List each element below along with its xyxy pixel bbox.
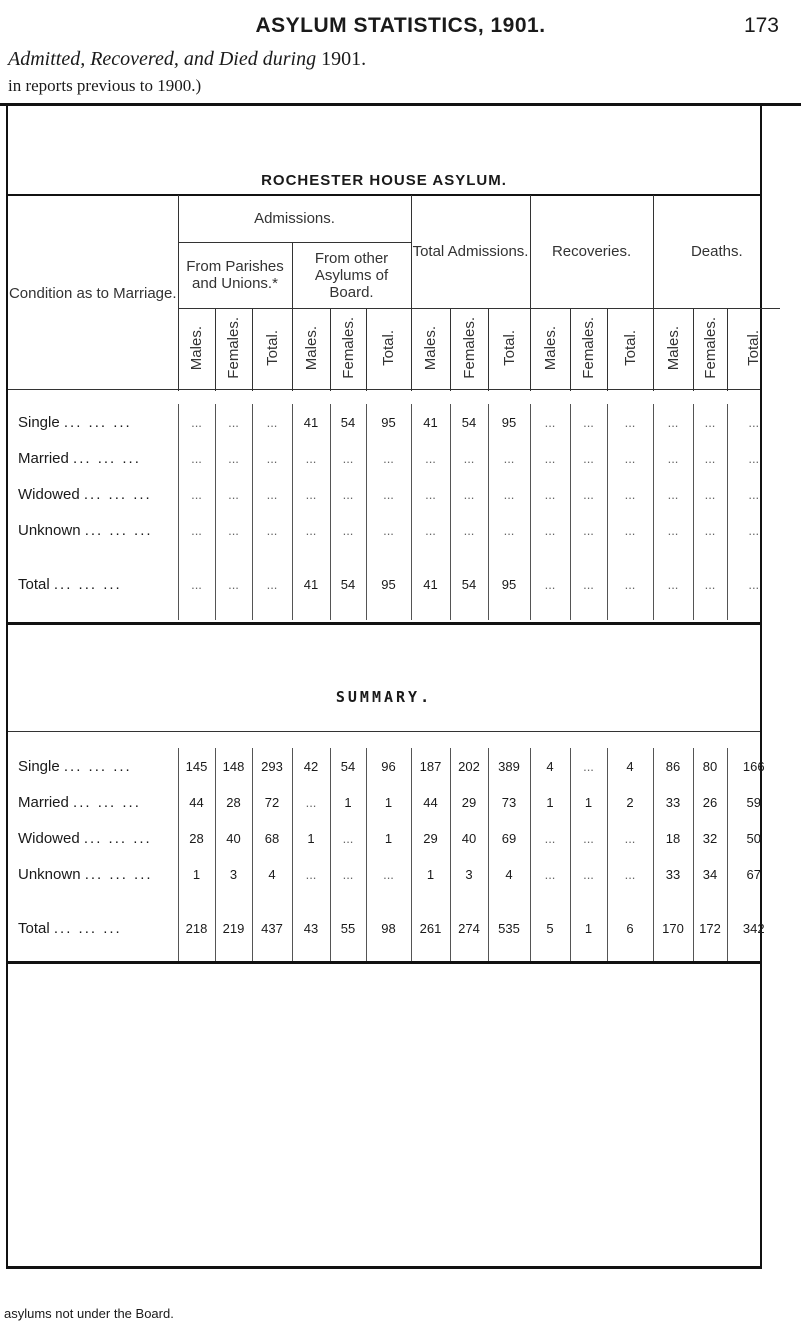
table-cell: ... <box>178 512 215 548</box>
table-cell: 219 <box>215 892 252 964</box>
header-recoveries: Recoveries. <box>530 195 653 308</box>
table-cell: 166 <box>727 748 780 784</box>
table-cell: 1 <box>178 856 215 892</box>
table-cell: ... <box>530 548 570 620</box>
row-label-text: Total <box>18 919 50 937</box>
table-cell: 2 <box>607 784 653 820</box>
table-cell: 98 <box>366 892 411 964</box>
page-number: 173 <box>743 14 779 37</box>
table-cell: ... <box>693 476 727 512</box>
leader-dots: ... ... ... <box>63 757 132 775</box>
header-admissions: Admissions. <box>178 195 411 242</box>
row-label <box>8 892 178 964</box>
table-cell: 3 <box>215 856 252 892</box>
header-males: Males. <box>422 325 440 370</box>
leader-dots: ... ... ... <box>73 449 141 467</box>
table-cell: 54 <box>330 748 366 784</box>
table-cell: 42 <box>292 748 330 784</box>
header-females: Females. <box>460 316 478 379</box>
table-cell: 44 <box>178 784 215 820</box>
row-label <box>8 548 178 620</box>
table-cell: ... <box>693 404 727 440</box>
table-cell: ... <box>607 404 653 440</box>
table-row <box>8 856 780 892</box>
table-cell: ... <box>530 440 570 476</box>
table-cell: ... <box>607 476 653 512</box>
table-cell: ... <box>607 856 653 892</box>
table-cell: 86 <box>653 748 693 784</box>
table-cell: 1 <box>366 820 411 856</box>
table-cell: ... <box>292 856 330 892</box>
table-cell: ... <box>215 512 252 548</box>
table-cell: 1 <box>292 820 330 856</box>
table-cell: ... <box>411 512 450 548</box>
table-cell: 18 <box>653 820 693 856</box>
row-label-text: Unknown <box>18 865 81 883</box>
rule-above-summary <box>8 731 760 732</box>
table-cell: ... <box>215 476 252 512</box>
row-label-text: Widowed <box>18 829 80 847</box>
table-cell: 187 <box>411 748 450 784</box>
row-label-text: Single <box>18 757 60 775</box>
table-cell: ... <box>653 512 693 548</box>
table-cell: ... <box>292 512 330 548</box>
header-females: Females. <box>701 316 719 379</box>
table-cell: ... <box>653 440 693 476</box>
leader-dots: ... ... ... <box>84 865 153 883</box>
asylum-section-bottom-rule <box>8 622 760 625</box>
table-cell: 95 <box>366 404 411 440</box>
header-condition: Condition as to Marriage. <box>8 284 177 302</box>
asylum-title: ROCHESTER HOUSE ASYLUM. <box>261 172 507 189</box>
table-cell: 67 <box>727 856 780 892</box>
table-cell: 145 <box>178 748 215 784</box>
table-cell: 44 <box>411 784 450 820</box>
header-deaths: Deaths. <box>653 195 780 308</box>
table-cell: ... <box>252 548 292 620</box>
table-cell: ... <box>178 548 215 620</box>
table-cell: ... <box>570 548 607 620</box>
table-cell: ... <box>488 440 530 476</box>
table-cell: 6 <box>607 892 653 964</box>
table-cell: 40 <box>450 820 488 856</box>
total-row <box>8 548 780 620</box>
table-cell: 1 <box>366 784 411 820</box>
table-cell: ... <box>570 404 607 440</box>
asylum-table <box>8 404 780 620</box>
table-cell: ... <box>693 512 727 548</box>
table-cell: 170 <box>653 892 693 964</box>
table-cell: 33 <box>653 784 693 820</box>
table-cell: 4 <box>252 856 292 892</box>
row-label-text: Married <box>18 449 69 467</box>
table-cell: 29 <box>411 820 450 856</box>
row-label-text: Total <box>18 575 50 593</box>
table-cell: 41 <box>411 548 450 620</box>
table-cell: 69 <box>488 820 530 856</box>
leader-dots: ... ... ... <box>83 829 152 847</box>
table-cell: ... <box>488 476 530 512</box>
table-cell: ... <box>488 512 530 548</box>
table-cell: ... <box>450 476 488 512</box>
table-row <box>8 784 780 820</box>
row-label <box>8 512 178 548</box>
table-cell: ... <box>653 476 693 512</box>
table-cell: 54 <box>450 548 488 620</box>
table-cell: 55 <box>330 892 366 964</box>
table-cell: 32 <box>693 820 727 856</box>
table-cell: ... <box>252 404 292 440</box>
table-cell: 1 <box>411 856 450 892</box>
table-cell: ... <box>330 476 366 512</box>
table-cell: ... <box>570 856 607 892</box>
table-cell: ... <box>450 440 488 476</box>
row-label-text: Single <box>18 413 60 431</box>
table-cell: ... <box>252 476 292 512</box>
header-from-parishes: From Parishes and Unions.* <box>178 242 292 308</box>
leader-dots: ... ... ... <box>73 793 141 811</box>
table-cell: ... <box>607 512 653 548</box>
table-cell: ... <box>252 512 292 548</box>
table-cell: ... <box>570 820 607 856</box>
leader-dots: ... ... ... <box>53 919 122 937</box>
table-row <box>8 440 780 476</box>
table-cell: 148 <box>215 748 252 784</box>
table-cell: 1 <box>570 784 607 820</box>
header-males: Males. <box>188 325 205 370</box>
table-cell: 218 <box>178 892 215 964</box>
row-label <box>8 404 178 440</box>
table-cell: 54 <box>330 548 366 620</box>
table-cell: 80 <box>693 748 727 784</box>
table-cell: ... <box>366 440 411 476</box>
table-cell: ... <box>178 476 215 512</box>
rule-below-header <box>8 389 760 390</box>
table-cell: ... <box>330 512 366 548</box>
header-total: Total. <box>263 329 281 366</box>
table-cell: ... <box>570 512 607 548</box>
table-cell: 41 <box>411 404 450 440</box>
row-label-text: Unknown <box>18 521 81 539</box>
table-cell: ... <box>178 440 215 476</box>
table-cell: 68 <box>252 820 292 856</box>
table-cell: ... <box>530 856 570 892</box>
table-cell: ... <box>330 856 366 892</box>
table-cell: 293 <box>252 748 292 784</box>
table-cell: ... <box>292 440 330 476</box>
table-cell: ... <box>366 476 411 512</box>
total-row <box>8 892 780 964</box>
table-cell: 28 <box>215 784 252 820</box>
table-row <box>8 476 780 512</box>
header-males: Males. <box>302 325 320 370</box>
table-cell: ... <box>653 404 693 440</box>
table-cell: ... <box>292 476 330 512</box>
table-cell: ... <box>570 476 607 512</box>
table-cell: 96 <box>366 748 411 784</box>
table-cell: 33 <box>653 856 693 892</box>
table-cell: 202 <box>450 748 488 784</box>
table-cell: ... <box>607 820 653 856</box>
table-cell: ... <box>411 440 450 476</box>
table-cell: 535 <box>488 892 530 964</box>
header-total: Total. <box>621 329 639 366</box>
subtitle-year: 1901. <box>321 48 367 70</box>
table-row <box>8 820 780 856</box>
table-cell: 54 <box>450 404 488 440</box>
table-cell: 4 <box>607 748 653 784</box>
table-cell: 389 <box>488 748 530 784</box>
table-cell: ... <box>252 440 292 476</box>
table-cell: ... <box>366 856 411 892</box>
table-cell: 29 <box>450 784 488 820</box>
table-row <box>8 748 780 784</box>
table-cell: ... <box>530 820 570 856</box>
table-cell: ... <box>530 512 570 548</box>
subnote: in reports previous to 1900.) <box>8 76 202 95</box>
table-cell: ... <box>727 440 780 476</box>
table-cell: 28 <box>178 820 215 856</box>
table-cell: 43 <box>292 892 330 964</box>
header-females: Females. <box>225 316 242 379</box>
table-row <box>8 404 780 440</box>
table-cell: ... <box>570 748 607 784</box>
header-total: Total. <box>380 329 397 366</box>
subtitle-italic: Admitted, Recovered, and Died during <box>8 48 317 70</box>
leader-dots: ... ... ... <box>53 575 122 593</box>
header-total-admissions: Total Admissions. <box>411 195 530 308</box>
header-females: Females. <box>580 316 598 379</box>
header-males: Males. <box>541 325 559 370</box>
table-cell: ... <box>727 476 780 512</box>
table-cell: ... <box>215 548 252 620</box>
table-cell: ... <box>727 512 780 548</box>
row-label <box>8 440 178 476</box>
leader-dots: ... ... ... <box>83 485 152 503</box>
table-cell: 342 <box>727 892 780 964</box>
table-cell: ... <box>570 440 607 476</box>
table-cell: 172 <box>693 892 727 964</box>
table-cell: ... <box>693 548 727 620</box>
table-cell: ... <box>653 548 693 620</box>
table-cell: ... <box>727 548 780 620</box>
table-cell: ... <box>366 512 411 548</box>
table-cell: 95 <box>488 404 530 440</box>
header-from-other-asylums: From other Asylums of Board. <box>292 242 411 308</box>
table-cell: 72 <box>252 784 292 820</box>
table-cell: ... <box>607 440 653 476</box>
leader-dots: ... ... ... <box>84 521 153 539</box>
footnote: asylums not under the Board. <box>4 1306 174 1321</box>
row-label-text: Widowed <box>18 485 80 503</box>
table-cell: ... <box>215 440 252 476</box>
table-cell: 437 <box>252 892 292 964</box>
table-cell: 26 <box>693 784 727 820</box>
column-header <box>8 195 780 391</box>
page-header-title: ASYLUM STATISTICS, 1901. <box>255 14 546 37</box>
table-cell: ... <box>330 440 366 476</box>
header-females: Females. <box>339 316 357 379</box>
subtitle <box>8 48 366 71</box>
summary-bottom-rule <box>8 961 760 964</box>
table-cell: 261 <box>411 892 450 964</box>
row-label-text: Married <box>18 793 69 811</box>
table-cell: ... <box>530 476 570 512</box>
table-row <box>8 512 780 548</box>
row-label <box>8 784 178 820</box>
row-label <box>8 748 178 784</box>
table-cell: ... <box>411 476 450 512</box>
leader-dots: ... ... ... <box>63 413 132 431</box>
table-cell: ... <box>607 548 653 620</box>
table-cell: 54 <box>330 404 366 440</box>
table-cell: 95 <box>366 548 411 620</box>
table-cell: ... <box>330 820 366 856</box>
row-label <box>8 856 178 892</box>
header-total: Total. <box>745 329 763 366</box>
table-cell: 5 <box>530 892 570 964</box>
table-cell: ... <box>292 784 330 820</box>
table-cell: 40 <box>215 820 252 856</box>
row-label <box>8 476 178 512</box>
table-cell: ... <box>530 404 570 440</box>
table-cell: 1 <box>330 784 366 820</box>
table-cell: ... <box>693 440 727 476</box>
table-cell: 4 <box>488 856 530 892</box>
table-cell: 73 <box>488 784 530 820</box>
table-cell: ... <box>450 512 488 548</box>
table-cell: 41 <box>292 404 330 440</box>
table-cell: 34 <box>693 856 727 892</box>
summary-table <box>8 748 780 964</box>
table-cell: ... <box>215 404 252 440</box>
table-cell: 50 <box>727 820 780 856</box>
row-label <box>8 820 178 856</box>
table-cell: ... <box>178 404 215 440</box>
table-cell: 1 <box>530 784 570 820</box>
header-total: Total. <box>500 329 518 366</box>
table-cell: 3 <box>450 856 488 892</box>
header-males: Males. <box>664 325 682 370</box>
table-cell: 4 <box>530 748 570 784</box>
table-cell: 1 <box>570 892 607 964</box>
table-cell: ... <box>727 404 780 440</box>
table-cell: 95 <box>488 548 530 620</box>
summary-title: SUMMARY. <box>335 688 433 706</box>
table-cell: 41 <box>292 548 330 620</box>
table-cell: 59 <box>727 784 780 820</box>
table-cell: 274 <box>450 892 488 964</box>
